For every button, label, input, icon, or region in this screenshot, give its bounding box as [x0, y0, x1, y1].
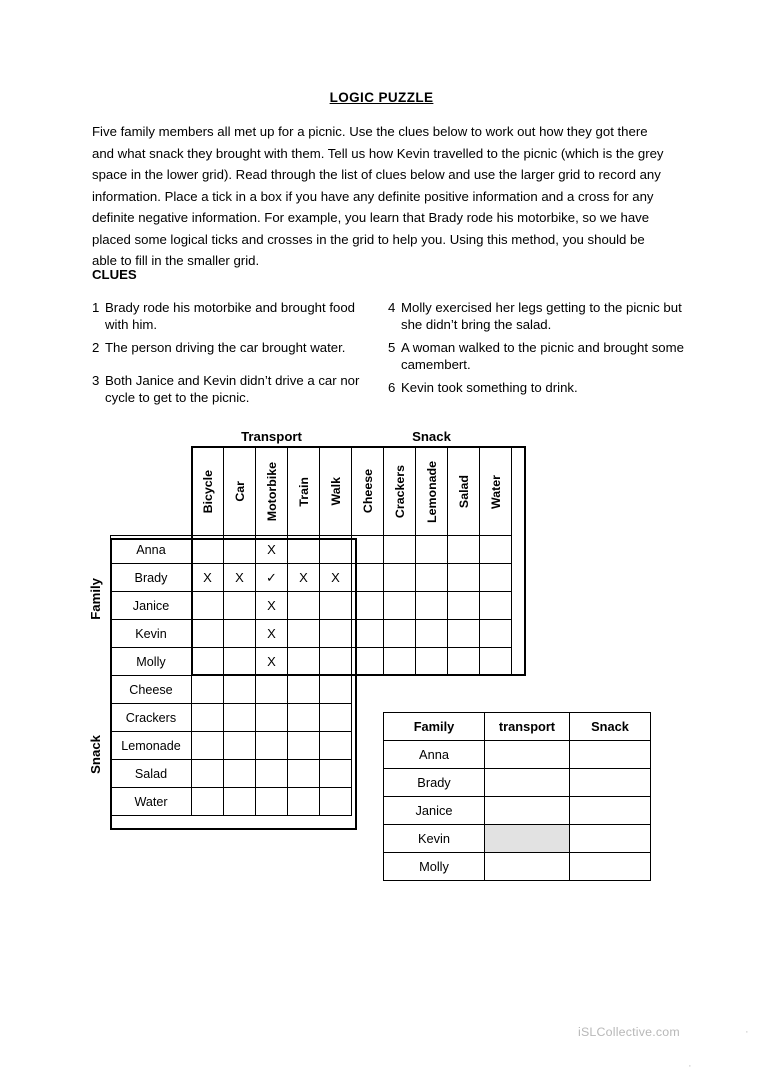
clue-text: Brady rode his motorbike and brought food with him. [105, 300, 355, 332]
cell-brady-train[interactable]: X [288, 564, 320, 592]
cell-brady-crackers[interactable] [384, 564, 416, 592]
cell-anna-crackers[interactable] [384, 536, 416, 564]
row-label-crackers: Crackers [111, 704, 192, 732]
table-row[interactable] [384, 853, 651, 881]
column-label-lemonade [416, 447, 448, 536]
answer-row-label-brady: Brady [384, 769, 485, 797]
cell-water-train[interactable] [288, 788, 320, 816]
clue-number: 3 [92, 373, 100, 388]
row-label-cheese: Cheese [111, 676, 192, 704]
column-label-bicycle [192, 447, 224, 536]
cell-brady-car[interactable]: X [224, 564, 256, 592]
column-label-salad [448, 447, 480, 536]
cell-molly-crackers[interactable] [384, 648, 416, 676]
spacer-cell [352, 676, 512, 704]
cell-cheese-bicycle[interactable] [192, 676, 224, 704]
clue-text: A woman walked to the picnic and brought some camembert. [401, 340, 684, 372]
cell-crackers-walk[interactable] [320, 704, 352, 732]
clue-text: Molly exercised her legs getting to the picnic but she didn’t bring the salad. [401, 300, 682, 332]
column-label-text: Car [232, 481, 247, 502]
row-label-water: Water [111, 788, 192, 816]
cell-water-walk[interactable] [320, 788, 352, 816]
cell-anna-cheese[interactable] [352, 536, 384, 564]
corner-dot-bottom: · [688, 1060, 692, 1072]
clue-item [388, 379, 688, 396]
column-label-text: Cheese [360, 469, 375, 514]
column-label-text: Salad [456, 474, 471, 509]
cell-salad-train[interactable] [288, 760, 320, 788]
table-row[interactable] [111, 648, 512, 676]
cell-water-car[interactable] [224, 788, 256, 816]
table-row[interactable] [384, 797, 651, 825]
clue-text: Both Janice and Kevin didn’t drive a car nor cycle to get to the picnic. [105, 373, 360, 405]
row-label-kevin: Kevin [111, 620, 192, 648]
big-grid-column-label-row [111, 447, 512, 536]
cell-lemonade-walk[interactable] [320, 732, 352, 760]
cell-molly-motorbike[interactable]: X [256, 648, 288, 676]
row-label-molly: Molly [111, 648, 192, 676]
answer-cell-brady-transport[interactable] [485, 769, 570, 797]
cell-janice-bicycle[interactable] [192, 592, 224, 620]
cell-anna-car[interactable] [224, 536, 256, 564]
cell-salad-motorbike[interactable] [256, 760, 288, 788]
cell-cheese-train[interactable] [288, 676, 320, 704]
answer-header-family: Family [384, 713, 485, 741]
cell-brady-walk[interactable]: X [320, 564, 352, 592]
cell-molly-train[interactable] [288, 648, 320, 676]
clue-number: 6 [388, 380, 396, 395]
answer-cell-molly-transport[interactable] [485, 853, 570, 881]
answer-cell-anna-snack[interactable] [570, 741, 651, 769]
big-grid-side-header-family: Family [88, 578, 103, 620]
cell-janice-train[interactable] [288, 592, 320, 620]
cell-salad-bicycle[interactable] [192, 760, 224, 788]
row-label-salad: Salad [111, 760, 192, 788]
column-label-water [480, 447, 512, 536]
clue-item [388, 299, 688, 333]
cell-cheese-motorbike[interactable] [256, 676, 288, 704]
cell-janice-car[interactable] [224, 592, 256, 620]
answer-row-label-kevin: Kevin [384, 825, 485, 853]
clue-item [388, 339, 688, 373]
cell-molly-water[interactable] [480, 648, 512, 676]
cell-anna-motorbike[interactable]: X [256, 536, 288, 564]
column-label-text: Walk [328, 477, 343, 506]
watermark: iSLCollective.com [578, 1025, 680, 1039]
cell-anna-bicycle[interactable] [192, 536, 224, 564]
cell-kevin-water[interactable] [480, 620, 512, 648]
cell-janice-walk[interactable] [320, 592, 352, 620]
column-label-train [288, 447, 320, 536]
page-title [0, 90, 763, 105]
answer-cell-janice-snack[interactable] [570, 797, 651, 825]
row-label-lemonade: Lemonade [111, 732, 192, 760]
column-label-text: Motorbike [264, 461, 279, 522]
table-row[interactable] [384, 741, 651, 769]
corner-dot-right: · [745, 1026, 749, 1038]
big-grid-group-header-row [111, 426, 512, 447]
cell-water-motorbike[interactable] [256, 788, 288, 816]
clue-item [92, 339, 382, 356]
answer-header-snack: Snack [570, 713, 651, 741]
table-row[interactable] [384, 769, 651, 797]
row-label-brady: Brady [111, 564, 192, 592]
cell-anna-water[interactable] [480, 536, 512, 564]
cell-crackers-train[interactable] [288, 704, 320, 732]
clues-column-right [388, 299, 688, 402]
cell-kevin-car[interactable] [224, 620, 256, 648]
cell-molly-salad[interactable] [448, 648, 480, 676]
cell-anna-walk[interactable] [320, 536, 352, 564]
cell-janice-lemonade[interactable] [416, 592, 448, 620]
cell-kevin-salad[interactable] [448, 620, 480, 648]
group-header-transport: Transport [241, 428, 302, 444]
clue-item [92, 299, 382, 333]
answer-grid-header-row [384, 713, 651, 741]
cell-molly-car[interactable] [224, 648, 256, 676]
cell-janice-water[interactable] [480, 592, 512, 620]
cell-anna-lemonade[interactable] [416, 536, 448, 564]
cell-molly-cheese[interactable] [352, 648, 384, 676]
cell-molly-walk[interactable] [320, 648, 352, 676]
table-row[interactable] [111, 592, 512, 620]
cell-kevin-cheese[interactable] [352, 620, 384, 648]
cell-janice-crackers[interactable] [384, 592, 416, 620]
cell-crackers-bicycle[interactable] [192, 704, 224, 732]
table-row[interactable] [111, 676, 512, 704]
cell-crackers-car[interactable] [224, 704, 256, 732]
intro-paragraph: Five family members all met up for a picnic. Use the clues below to work out how they got there and what snack they brought with them. Tell us how Kevin travelled to the picnic (which is the grey space in the lower grid). Read through the list of clues below and use the larger grid to record any information. Place a tick in a box if you have any definite positive information and a cross for any definite negative information. For example, you learn that Brady rode his motorbike, so we have placed some logical ticks and crosses in the grid to help you. Using this method, you should be able to fill in the smaller grid. [92, 124, 664, 268]
cell-janice-cheese[interactable] [352, 592, 384, 620]
answer-grid[interactable] [383, 712, 651, 881]
column-label-cheese [352, 447, 384, 536]
cell-janice-salad[interactable] [448, 592, 480, 620]
clue-number: 5 [388, 340, 396, 355]
cell-lemonade-motorbike[interactable] [256, 732, 288, 760]
answer-cell-brady-snack[interactable] [570, 769, 651, 797]
column-label-text: Crackers [392, 464, 407, 519]
answer-row-label-anna: Anna [384, 741, 485, 769]
cell-kevin-bicycle[interactable] [192, 620, 224, 648]
cell-water-bicycle[interactable] [192, 788, 224, 816]
cell-cheese-walk[interactable] [320, 676, 352, 704]
clue-item [92, 372, 382, 406]
answer-cell-molly-snack[interactable] [570, 853, 651, 881]
cell-lemonade-car[interactable] [224, 732, 256, 760]
cell-brady-cheese[interactable] [352, 564, 384, 592]
clue-number: 4 [388, 300, 396, 315]
column-label-text: Bicycle [200, 469, 215, 514]
cell-crackers-motorbike[interactable] [256, 704, 288, 732]
cell-salad-walk[interactable] [320, 760, 352, 788]
row-label-anna: Anna [111, 536, 192, 564]
cell-kevin-lemonade[interactable] [416, 620, 448, 648]
cell-brady-salad[interactable] [448, 564, 480, 592]
cell-brady-bicycle[interactable]: X [192, 564, 224, 592]
clues-heading: CLUES [92, 267, 137, 282]
column-label-text: Water [488, 474, 503, 509]
cell-salad-car[interactable] [224, 760, 256, 788]
cell-molly-lemonade[interactable] [416, 648, 448, 676]
cell-molly-bicycle[interactable] [192, 648, 224, 676]
cell-cheese-car[interactable] [224, 676, 256, 704]
answer-row-label-molly: Molly [384, 853, 485, 881]
answer-header-transport: transport [485, 713, 570, 741]
table-row[interactable] [384, 825, 651, 853]
column-label-motorbike [256, 447, 288, 536]
cell-kevin-train[interactable] [288, 620, 320, 648]
cell-lemonade-bicycle[interactable] [192, 732, 224, 760]
clue-text: The person driving the car brought water. [105, 340, 346, 355]
cell-brady-motorbike[interactable]: ✓ [256, 564, 288, 592]
group-header-snack: Snack [412, 428, 451, 444]
column-label-text: Lemonade [424, 460, 439, 523]
cell-kevin-walk[interactable] [320, 620, 352, 648]
cell-lemonade-train[interactable] [288, 732, 320, 760]
cell-kevin-motorbike[interactable]: X [256, 620, 288, 648]
table-row[interactable] [111, 536, 512, 564]
column-label-text: Train [296, 476, 311, 507]
spacer-cell [111, 426, 192, 447]
answer-cell-kevin-transport[interactable] [485, 825, 570, 853]
table-row[interactable] [111, 564, 512, 592]
column-label-car [224, 447, 256, 536]
clue-number: 2 [92, 340, 100, 355]
clues-column-left [92, 299, 382, 412]
clue-text: Kevin took something to drink. [401, 380, 578, 395]
cell-kevin-crackers[interactable] [384, 620, 416, 648]
cell-janice-motorbike[interactable]: X [256, 592, 288, 620]
answer-row-label-janice: Janice [384, 797, 485, 825]
clue-number: 1 [92, 300, 100, 315]
cell-brady-water[interactable] [480, 564, 512, 592]
answer-cell-kevin-snack[interactable] [570, 825, 651, 853]
cell-anna-salad[interactable] [448, 536, 480, 564]
big-grid-side-header-snack: Snack [88, 735, 103, 774]
page-title-text: LOGIC PUZZLE [329, 90, 434, 105]
cell-brady-lemonade[interactable] [416, 564, 448, 592]
column-label-walk [320, 447, 352, 536]
table-row[interactable] [111, 620, 512, 648]
answer-cell-anna-transport[interactable] [485, 741, 570, 769]
row-label-janice: Janice [111, 592, 192, 620]
spacer-cell [111, 447, 192, 536]
cell-anna-train[interactable] [288, 536, 320, 564]
column-label-crackers [384, 447, 416, 536]
answer-cell-janice-transport[interactable] [485, 797, 570, 825]
